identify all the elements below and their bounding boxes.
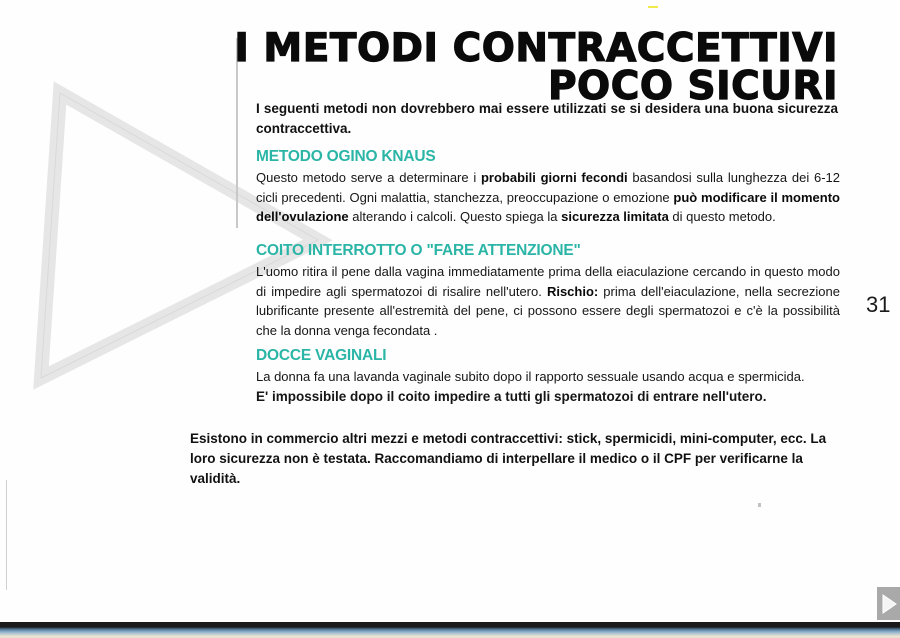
page-edge-line [6, 480, 7, 590]
body-emphasis: può modificare il momento dell'ovulazione [256, 189, 840, 224]
section-body [256, 168, 840, 227]
body-emphasis: Rischio: [546, 283, 599, 299]
section-heading: COITO INTERROTTO O "FARE ATTENZIONE" [256, 242, 581, 259]
page-number: 31 [866, 292, 891, 317]
page-title [234, 26, 838, 109]
body-text: Questo metodo serve a determinare i [256, 170, 481, 185]
scan-speck [758, 503, 761, 507]
section-warning: E' impossibile dopo il coito impedire a tutti gli spermatozoi di entrare nell'utero. [256, 388, 767, 404]
intro-text: I seguenti metodi non dovrebbero mai essere utilizzati se si desidera una buona sicurezza contraccettiva. [256, 101, 838, 136]
play-triangle-right-icon [880, 593, 898, 615]
section-docce-vaginali [256, 346, 840, 406]
section-heading: DOCCE VAGINALI [256, 347, 387, 364]
page-title-line-2: POCO SICURI [547, 64, 838, 109]
scan-bottom-edge [0, 622, 900, 638]
body-text: L'uomo ritira il pene dalla vagina immediatamente prima della eiaculazione cercando in questo modo di impedire agli spermatozoi di risalire nell'utero. [256, 264, 840, 299]
body-text: basandosi sulla lunghezza dei 6-12 cicli precedenti. Ogni malattia, stanchezza, preoccupazione o emozione [256, 170, 840, 205]
footer-note: Esistono in commercio altri mezzi e metodi contraccettivi: stick, spermicidi, mini-computer, ecc. La loro sicurezza non è testata. Raccomandiamo di interpellare il medico o il CPF per verificarne la validità. [190, 431, 827, 486]
next-page-button[interactable] [877, 587, 900, 620]
scan-mark [648, 6, 658, 8]
body-text: alterando i calcoli. Questo spiega la [348, 209, 562, 224]
page-title-line-1: I METODI CONTRACCETTIVI [234, 26, 838, 71]
section-body [256, 262, 840, 340]
body-text: prima dell'eiaculazione, nella secrezione lubrificante presente all'estremità del pene, ci possono essere degli spermatozoi e c'è la possibilità che la donna venga fecondata . [256, 283, 840, 338]
section-heading: METODO OGINO KNAUS [256, 148, 436, 165]
section-body: La donna fa una lavanda vaginale subito dopo il rapporto sessuale usando acqua e spermicida. [256, 369, 805, 384]
section-coito-interrotto [256, 241, 840, 340]
body-emphasis: probabili giorni fecondi [480, 170, 628, 185]
body-text: di questo metodo. [668, 209, 776, 224]
section-ogino-knaus [256, 147, 840, 227]
body-emphasis: sicurezza limitata [561, 209, 669, 224]
